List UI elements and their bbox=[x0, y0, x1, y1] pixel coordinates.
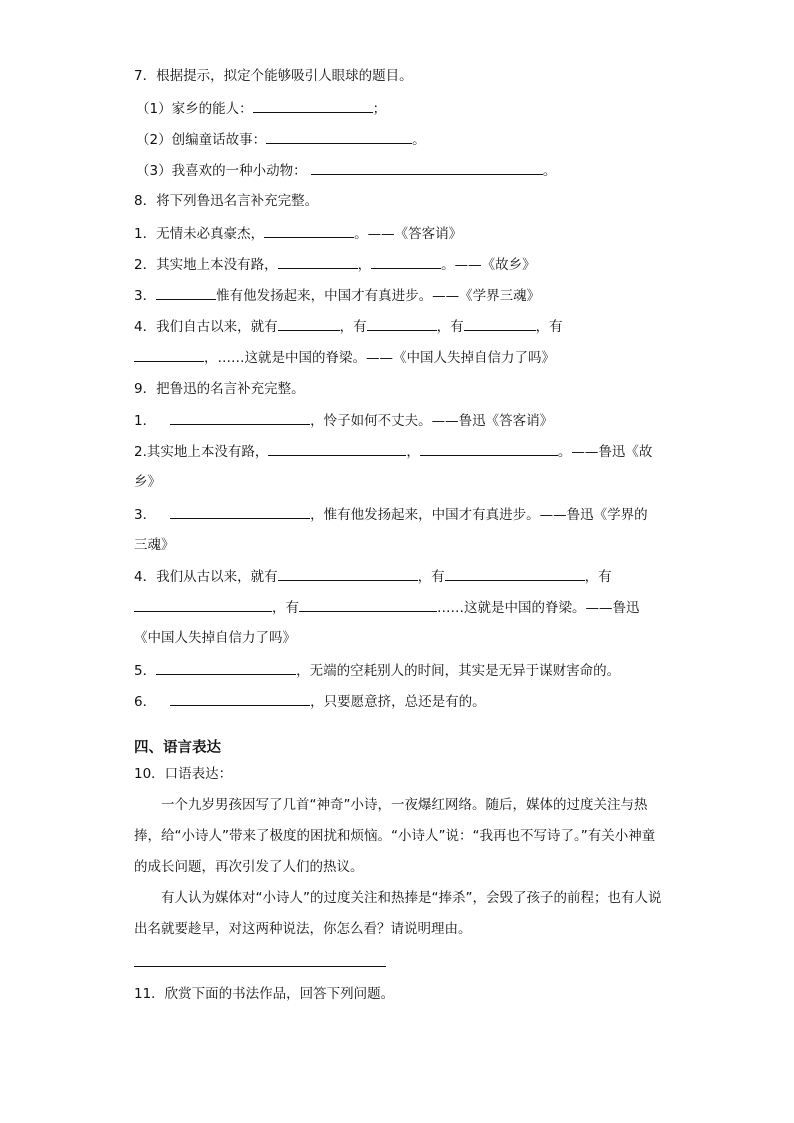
answer-blank[interactable] bbox=[170, 691, 310, 706]
q7-item-1: （1）家乡的能人： ； bbox=[136, 98, 386, 119]
answer-blank[interactable] bbox=[311, 160, 543, 175]
answer-blank[interactable] bbox=[156, 660, 296, 675]
answer-blank[interactable] bbox=[299, 597, 437, 612]
q9-item-3: 3． ，惟有他发扬起来，中国才有真进步。——鲁迅《学界的 bbox=[134, 504, 648, 525]
answer-blank[interactable] bbox=[134, 347, 204, 362]
q8-item-2: 2．其实地上本没有路， ， 。——《故乡》 bbox=[134, 254, 536, 275]
answer-blank[interactable] bbox=[156, 285, 216, 300]
section-heading: 四、语言表达 bbox=[134, 740, 221, 756]
answer-line[interactable] bbox=[134, 966, 386, 967]
q8-item-4-cont: ，……这就是中国的脊梁。——《中国人失掉自信力了吗》 bbox=[134, 347, 555, 368]
answer-blank[interactable] bbox=[268, 441, 406, 456]
question-10: 10．口语表达： bbox=[134, 766, 233, 782]
q9-item-2: 2.其实地上本没有路， ， 。——鲁迅《故 bbox=[134, 441, 652, 462]
answer-blank[interactable] bbox=[170, 410, 310, 425]
q7-item-3: （3）我喜欢的一种小动物： 。 bbox=[136, 160, 556, 181]
q9-item-5: 5． ，无端的空耗别人的时间，其实是无异于谋财害命的。 bbox=[134, 660, 620, 681]
q8-item-1: 1．无情未必真豪杰， 。——《答客诮》 bbox=[134, 223, 462, 244]
question-7: 7．根据提示，拟定个能够吸引人眼球的题目。 bbox=[134, 68, 413, 84]
q9-item-6: 6． ，只要愿意挤，总还是有的。 bbox=[134, 691, 486, 712]
answer-blank[interactable] bbox=[445, 566, 585, 581]
question-11: 11．欣赏下面的书法作品，回答下列问题。 bbox=[134, 986, 395, 1002]
answer-blank[interactable] bbox=[266, 129, 412, 144]
q9-item-4-cont: ，有 ……这就是中国的脊梁。——鲁迅 bbox=[134, 597, 640, 618]
q10-paragraph-1: 一个九岁男孩因写了几首“神奇”小诗，一夜爆红网络。随后，媒体的过度关注与热捧，给“小诗人”带来了极度的困扰和烦恼。“小诗人”说：“我再也不写诗了。”有关小神童的成长问题，再次引发了人们的热议。 bbox=[134, 797, 656, 875]
answer-blank[interactable] bbox=[464, 316, 536, 331]
q10-paragraph-2: 有人认为媒体对“小诗人”的过度关注和热捧是“捧杀”，会毁了孩子的前程；也有人说出名就要趁早，对这两种说法，你怎么看？请说明理由。 bbox=[134, 890, 662, 937]
answer-blank[interactable] bbox=[278, 566, 418, 581]
answer-blank[interactable] bbox=[367, 316, 437, 331]
q9-item-2-cont: 乡》 bbox=[134, 474, 161, 490]
answer-blank[interactable] bbox=[278, 316, 340, 331]
answer-blank[interactable] bbox=[170, 504, 310, 519]
q8-item-4: 4．我们自古以来，就有 ，有 ，有 ，有 bbox=[134, 316, 563, 337]
q9-item-1: 1． ，怜子如何不丈夫。——鲁迅《答客诮》 bbox=[134, 410, 553, 431]
answer-blank[interactable] bbox=[371, 254, 441, 269]
question-8: 8．将下列鲁迅名言补充完整。 bbox=[134, 193, 319, 209]
answer-blank[interactable] bbox=[264, 223, 354, 238]
q7-item-2: （2）创编童话故事： 。 bbox=[136, 129, 426, 150]
q8-item-3: 3． 惟有他发扬起来，中国才有真进步。——《学界三魂》 bbox=[134, 285, 540, 306]
q9-item-3-cont: 三魂》 bbox=[134, 537, 175, 553]
q9-item-4: 4．我们从古以来，就有 ，有 ，有 bbox=[134, 566, 612, 587]
answer-blank[interactable] bbox=[253, 98, 373, 113]
question-9: 9．把鲁迅的名言补充完整。 bbox=[134, 381, 305, 397]
answer-blank[interactable] bbox=[278, 254, 358, 269]
answer-blank[interactable] bbox=[134, 597, 272, 612]
q9-item-4-cont2: 《中国人失掉自信力了吗》 bbox=[134, 630, 296, 646]
answer-blank[interactable] bbox=[420, 441, 558, 456]
